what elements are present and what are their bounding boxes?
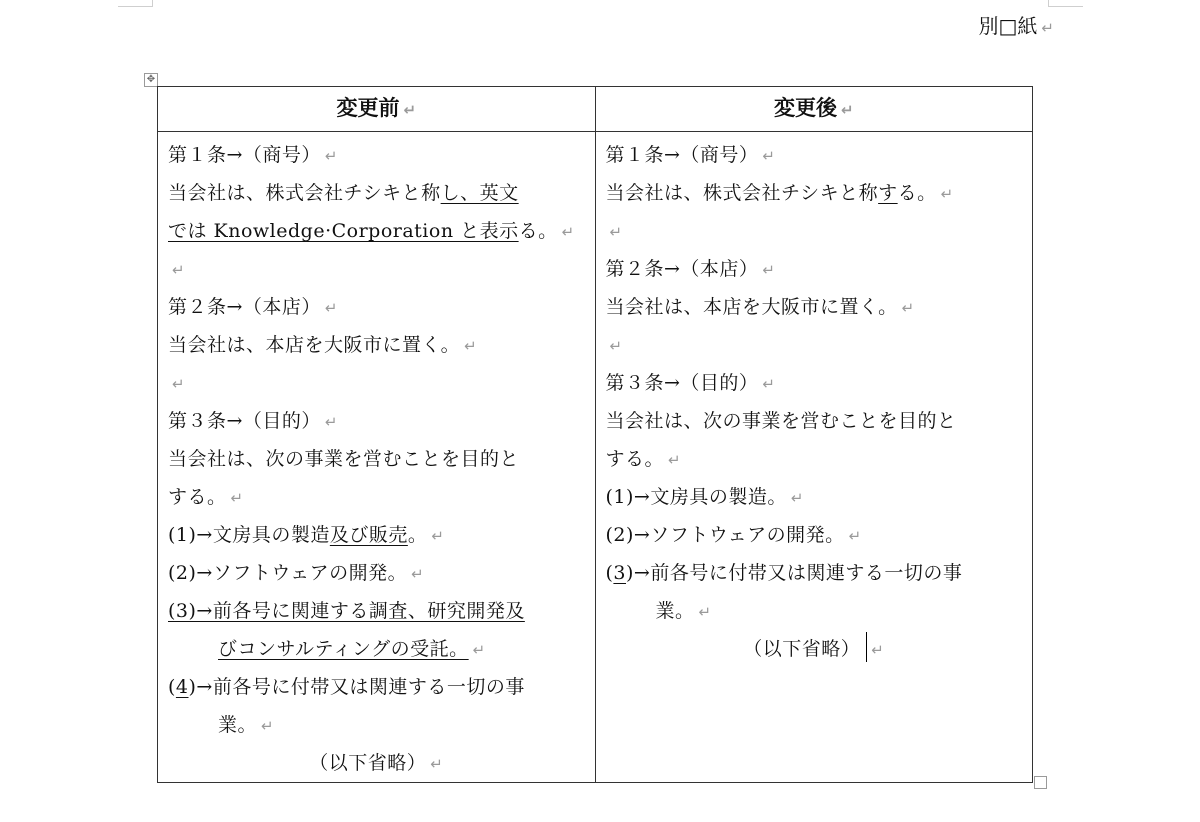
text-run: 変更前 bbox=[336, 95, 400, 120]
before-item-1 bbox=[168, 516, 585, 554]
text-run: (1)→文房具の製造 bbox=[168, 524, 330, 546]
before-cell[interactable] bbox=[158, 132, 596, 783]
before-ellipsis bbox=[168, 744, 585, 782]
table-move-handle-icon[interactable]: ✥ bbox=[144, 73, 158, 87]
paragraph-mark-icon: ↵ bbox=[431, 527, 445, 545]
after-item-3-line-1 bbox=[606, 554, 1023, 592]
paragraph-mark-icon: ↵ bbox=[230, 489, 244, 507]
revision-underline: では Knowledge·Corporation と表示 bbox=[168, 220, 519, 242]
paragraph-mark-icon: ↵ bbox=[403, 101, 417, 119]
text-run: 第１条→（商号） bbox=[605, 144, 759, 166]
before-article-2-body bbox=[168, 326, 585, 364]
text-run: する。 bbox=[605, 448, 665, 470]
crop-mark-top-left bbox=[118, 0, 153, 7]
table-resize-handle-icon[interactable] bbox=[1034, 776, 1047, 789]
text-run: 当会社は、株式会社チシキと称 bbox=[168, 182, 441, 204]
text-run: 第２条→（本店） bbox=[168, 296, 321, 318]
paragraph-mark-icon: ↵ bbox=[762, 261, 776, 279]
paragraph-mark-icon: ↵ bbox=[172, 261, 186, 279]
empty-paragraph bbox=[168, 250, 585, 288]
paragraph-mark-icon: ↵ bbox=[871, 641, 885, 659]
paragraph-mark-icon: ↵ bbox=[901, 299, 915, 317]
paragraph-mark-icon: ↵ bbox=[261, 717, 275, 735]
crop-mark-top-right bbox=[1048, 0, 1083, 7]
revision-underline: し、英文 bbox=[440, 182, 519, 204]
after-article-1-heading bbox=[606, 136, 1023, 174]
text-run: (2)→ソフトウェアの開発。 bbox=[168, 562, 408, 584]
revision-underline: 及び販売 bbox=[329, 524, 408, 546]
after-item-3-line-2 bbox=[606, 592, 1023, 630]
text-run: る。 bbox=[897, 182, 937, 204]
after-item-1 bbox=[606, 478, 1023, 516]
text-run: )→前各号に付帯又は関連する一切の事 bbox=[188, 676, 525, 698]
before-article-1-line-2 bbox=[168, 212, 585, 250]
paragraph-mark-icon: ↵ bbox=[762, 375, 776, 393]
after-article-1-line-1 bbox=[606, 174, 1023, 212]
after-article-3-line-2 bbox=[606, 440, 1023, 478]
text-run: 変更後 bbox=[773, 95, 837, 120]
empty-paragraph bbox=[606, 212, 1023, 250]
text-run: （以下省略） bbox=[743, 638, 861, 660]
after-article-3-line-1 bbox=[606, 402, 1023, 440]
paragraph-mark-icon: ↵ bbox=[840, 101, 854, 119]
text-run: 当会社は、次の事業を営むことを目的と bbox=[168, 448, 520, 470]
revision-underline: 4 bbox=[175, 676, 189, 698]
paragraph-mark-icon: ↵ bbox=[464, 337, 478, 355]
text-run: 当会社は、本店を大阪市に置く。 bbox=[605, 296, 898, 318]
text-run: 当会社は、株式会社チシキと称 bbox=[605, 182, 879, 204]
before-item-3-line-2 bbox=[168, 630, 585, 668]
text-run: （以下省略） bbox=[309, 752, 427, 774]
paragraph-mark-icon: ↵ bbox=[561, 223, 575, 241]
text-run: 当会社は、次の事業を営むことを目的と bbox=[605, 410, 957, 432]
paragraph-mark-icon: ↵ bbox=[172, 375, 186, 393]
text-cursor bbox=[866, 632, 867, 662]
revision-underline: びコンサルティングの受託。 bbox=[218, 638, 469, 660]
text-run: る。 bbox=[518, 220, 558, 242]
text-run: )→前各号に付帯又は関連する一切の事 bbox=[626, 562, 963, 584]
paragraph-mark-icon: ↵ bbox=[762, 147, 776, 165]
paragraph-mark-icon: ↵ bbox=[790, 489, 804, 507]
paragraph-mark-icon: ↵ bbox=[1041, 19, 1054, 37]
paragraph-mark-icon: ↵ bbox=[609, 223, 623, 241]
empty-paragraph bbox=[606, 326, 1023, 364]
empty-paragraph bbox=[168, 364, 585, 402]
after-article-3-heading bbox=[606, 364, 1023, 402]
paragraph-mark-icon: ↵ bbox=[324, 147, 338, 165]
text-run: 第２条→（本店） bbox=[605, 258, 759, 280]
before-article-1-line-1 bbox=[168, 174, 585, 212]
paragraph-mark-icon: ↵ bbox=[472, 641, 486, 659]
revision-underline: す bbox=[878, 182, 898, 204]
after-cell[interactable] bbox=[595, 132, 1033, 783]
revision-underline: (3)→前各号に関連する調査、研究開発及 bbox=[168, 600, 525, 622]
attachment-label bbox=[979, 12, 1054, 42]
text-run: 第３条→（目的） bbox=[605, 372, 759, 394]
paragraph-mark-icon: ↵ bbox=[324, 299, 338, 317]
before-item-4-line-1 bbox=[168, 668, 585, 706]
text-run: 当会社は、本店を大阪市に置く。 bbox=[168, 334, 461, 356]
comparison-table bbox=[157, 86, 1033, 783]
revision-underline: 3 bbox=[613, 562, 627, 584]
after-article-2-heading bbox=[606, 250, 1023, 288]
header-before bbox=[158, 87, 596, 132]
before-item-3-line-1 bbox=[168, 592, 585, 630]
text-run: 別□紙 bbox=[978, 14, 1038, 38]
before-item-2 bbox=[168, 554, 585, 592]
header-after bbox=[595, 87, 1033, 132]
text-run: ( bbox=[168, 676, 176, 698]
paragraph-mark-icon: ↵ bbox=[940, 185, 954, 203]
text-run: ( bbox=[605, 562, 614, 584]
text-run: 業。 bbox=[655, 600, 695, 622]
text-run: 。 bbox=[407, 524, 428, 546]
after-article-2-body bbox=[606, 288, 1023, 326]
after-item-2 bbox=[606, 516, 1023, 554]
paragraph-mark-icon: ↵ bbox=[324, 413, 338, 431]
text-run: 業。 bbox=[218, 714, 258, 736]
before-article-2-heading bbox=[168, 288, 585, 326]
paragraph-mark-icon: ↵ bbox=[668, 451, 682, 469]
after-ellipsis bbox=[606, 630, 1023, 668]
text-run: する。 bbox=[168, 486, 227, 508]
before-article-3-line-2 bbox=[168, 478, 585, 516]
before-article-3-heading bbox=[168, 402, 585, 440]
paragraph-mark-icon: ↵ bbox=[609, 337, 623, 355]
text-run: (1)→文房具の製造。 bbox=[605, 486, 787, 508]
paragraph-mark-icon: ↵ bbox=[848, 527, 862, 545]
before-article-3-line-1 bbox=[168, 440, 585, 478]
text-run: (2)→ソフトウェアの開発。 bbox=[605, 524, 845, 546]
text-run: 第３条→（目的） bbox=[168, 410, 321, 432]
text-run: 第１条→（商号） bbox=[168, 144, 321, 166]
paragraph-mark-icon: ↵ bbox=[411, 565, 425, 583]
paragraph-mark-icon: ↵ bbox=[698, 603, 712, 621]
before-item-4-line-2 bbox=[168, 706, 585, 744]
before-article-1-heading bbox=[168, 136, 585, 174]
paragraph-mark-icon: ↵ bbox=[430, 755, 444, 773]
